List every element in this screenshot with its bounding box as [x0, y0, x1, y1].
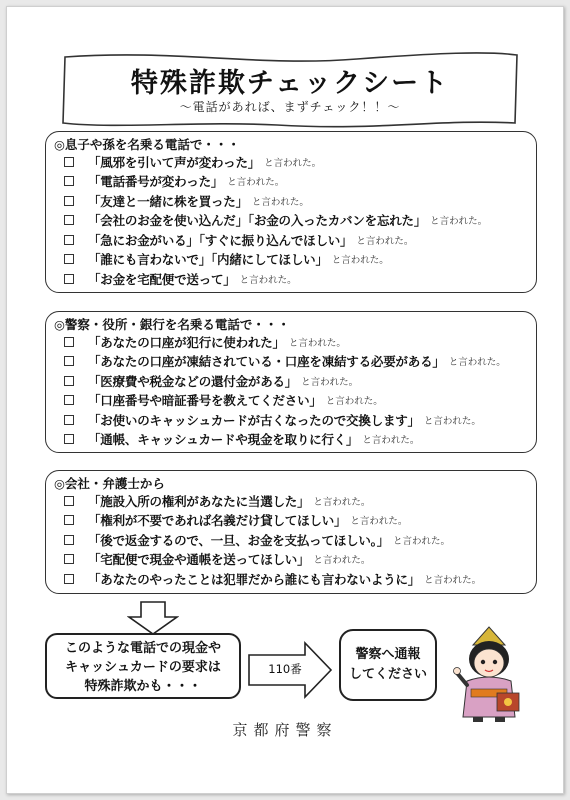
checkbox[interactable] [64, 574, 74, 584]
checklist [46, 491, 536, 589]
checkbox[interactable] [64, 176, 74, 186]
quote-text: 「権利が不要であれば名義だけ貸してほしい」 [88, 513, 347, 529]
page-title: 特殊詐欺チェックシート [130, 68, 450, 99]
checklist-item [46, 172, 536, 192]
said-suffix: と言われた。 [301, 376, 359, 388]
said-suffix: と言われた。 [448, 357, 506, 369]
said-suffix: と言われた。 [313, 496, 371, 508]
quote-text: 「風邪を引いて声が変わった」 [88, 154, 261, 170]
checkbox[interactable] [64, 356, 74, 366]
police-mascot-illustration [451, 623, 527, 723]
checklist-item [46, 550, 536, 570]
checkbox[interactable] [64, 235, 74, 245]
checklist-item [46, 352, 536, 372]
quote-text: 「お使いのキャッシュカードが古くなったので交換します」 [88, 412, 420, 428]
checklist-item [46, 569, 536, 589]
said-suffix: と言われた。 [424, 574, 482, 586]
quote-text: 「医療費や税金などの還付金がある」 [88, 373, 298, 389]
quote-text: 「お金を宅配便で送って」 [88, 271, 236, 287]
quote-text: 「急にお金がいる」「すぐに振り込んでほしい」 [88, 232, 353, 248]
section-heading: ◎会社・弁護士から [54, 476, 165, 491]
warning-line: キャッシュカードの要求は [65, 660, 221, 675]
said-suffix: と言われた。 [356, 235, 414, 247]
checklist-item [46, 332, 536, 352]
checklist-item [46, 371, 536, 391]
checklist-item [46, 410, 536, 430]
arrow-down-icon [127, 601, 179, 635]
document-page [6, 6, 564, 794]
said-suffix: と言われた。 [288, 337, 346, 349]
checklist-item [46, 230, 536, 250]
said-suffix: と言われた。 [227, 177, 285, 189]
checkbox[interactable] [64, 215, 74, 225]
checkbox[interactable] [64, 515, 74, 525]
call-110-label: 110番 [268, 662, 302, 676]
quote-text: 「誰にも言わないで」「内緒にしてほしい」 [88, 252, 328, 268]
checkbox[interactable] [64, 415, 74, 425]
said-suffix: と言われた。 [264, 157, 322, 169]
report-to-police-box [339, 629, 437, 701]
said-suffix: と言われた。 [331, 255, 389, 267]
checkbox[interactable] [64, 157, 74, 167]
said-suffix: と言われた。 [251, 196, 309, 208]
quote-text: 「後で返金するので、一旦、お金を支払ってほしい。」 [88, 532, 390, 548]
checkbox[interactable] [64, 376, 74, 386]
said-suffix: と言われた。 [423, 415, 481, 427]
quote-text: 「通帳、キャッシュカードや現金を取りに行く」 [88, 432, 359, 448]
checklist-item [46, 430, 536, 450]
quote-text: 「あなたのやったことは犯罪だから誰にも言わないように」 [88, 571, 421, 587]
checkbox[interactable] [64, 254, 74, 264]
checklist-item [46, 530, 536, 550]
checkbox[interactable] [64, 274, 74, 284]
section-family-impersonation [45, 131, 537, 293]
quote-text: 「電話番号が変わった」 [88, 174, 224, 190]
said-suffix: と言われた。 [325, 396, 383, 408]
quote-text: 「あなたの口座が犯行に使われた」 [88, 334, 285, 350]
checklist [46, 332, 536, 449]
section-authority-impersonation [45, 311, 537, 453]
checklist-item [46, 191, 536, 211]
checklist-item [46, 491, 536, 511]
title-banner [57, 49, 523, 131]
page-subtitle: ～電話があれば、まずチェック！！～ [179, 100, 401, 114]
said-suffix: と言われた。 [393, 535, 451, 547]
action-line: 警察へ通報 [355, 647, 421, 662]
checkbox[interactable] [64, 535, 74, 545]
said-suffix: と言われた。 [313, 555, 371, 567]
checkbox[interactable] [64, 395, 74, 405]
quote-text: 「施設入所の権利があなたに当選した」 [88, 493, 310, 509]
checklist-item [46, 511, 536, 531]
quote-text: 「口座番号や暗証番号を教えてください」 [88, 393, 322, 409]
quote-text: 「会社のお金を使い込んだ」「お金の入ったカバンを忘れた」 [88, 213, 427, 229]
checkbox[interactable] [64, 196, 74, 206]
said-suffix: と言われた。 [430, 216, 488, 228]
warning-line: 特殊詐欺かも・・・ [84, 679, 202, 694]
quote-text: 「友達と一緒に株を買った」 [88, 193, 248, 209]
said-suffix: と言われた。 [350, 516, 408, 528]
said-suffix: と言われた。 [239, 274, 297, 286]
checklist-item [46, 152, 536, 172]
section-heading: ◎警察・役所・銀行を名乗る電話で・・・ [54, 317, 290, 332]
checkbox[interactable] [64, 434, 74, 444]
checklist-item [46, 269, 536, 289]
checklist-item [46, 211, 536, 231]
said-suffix: と言われた。 [362, 435, 420, 447]
checklist-item [46, 391, 536, 411]
action-line: してください [348, 667, 427, 682]
checkbox[interactable] [64, 554, 74, 564]
section-heading: ◎息子や孫を名乗る電話で・・・ [54, 137, 240, 152]
quote-text: 「あなたの口座が凍結されている・口座を凍結する必要がある」 [88, 354, 445, 370]
checklist-item [46, 250, 536, 270]
checklist [46, 152, 536, 289]
warning-box [45, 633, 241, 699]
section-company-lawyer [45, 470, 537, 594]
issuer-name: 京都府警察 [232, 721, 338, 739]
checkbox[interactable] [64, 337, 74, 347]
checkbox[interactable] [64, 496, 74, 506]
quote-text: 「宅配便で現金や通帳を送ってほしい」 [88, 552, 310, 568]
warning-line: このような電話での現金や [64, 641, 221, 656]
